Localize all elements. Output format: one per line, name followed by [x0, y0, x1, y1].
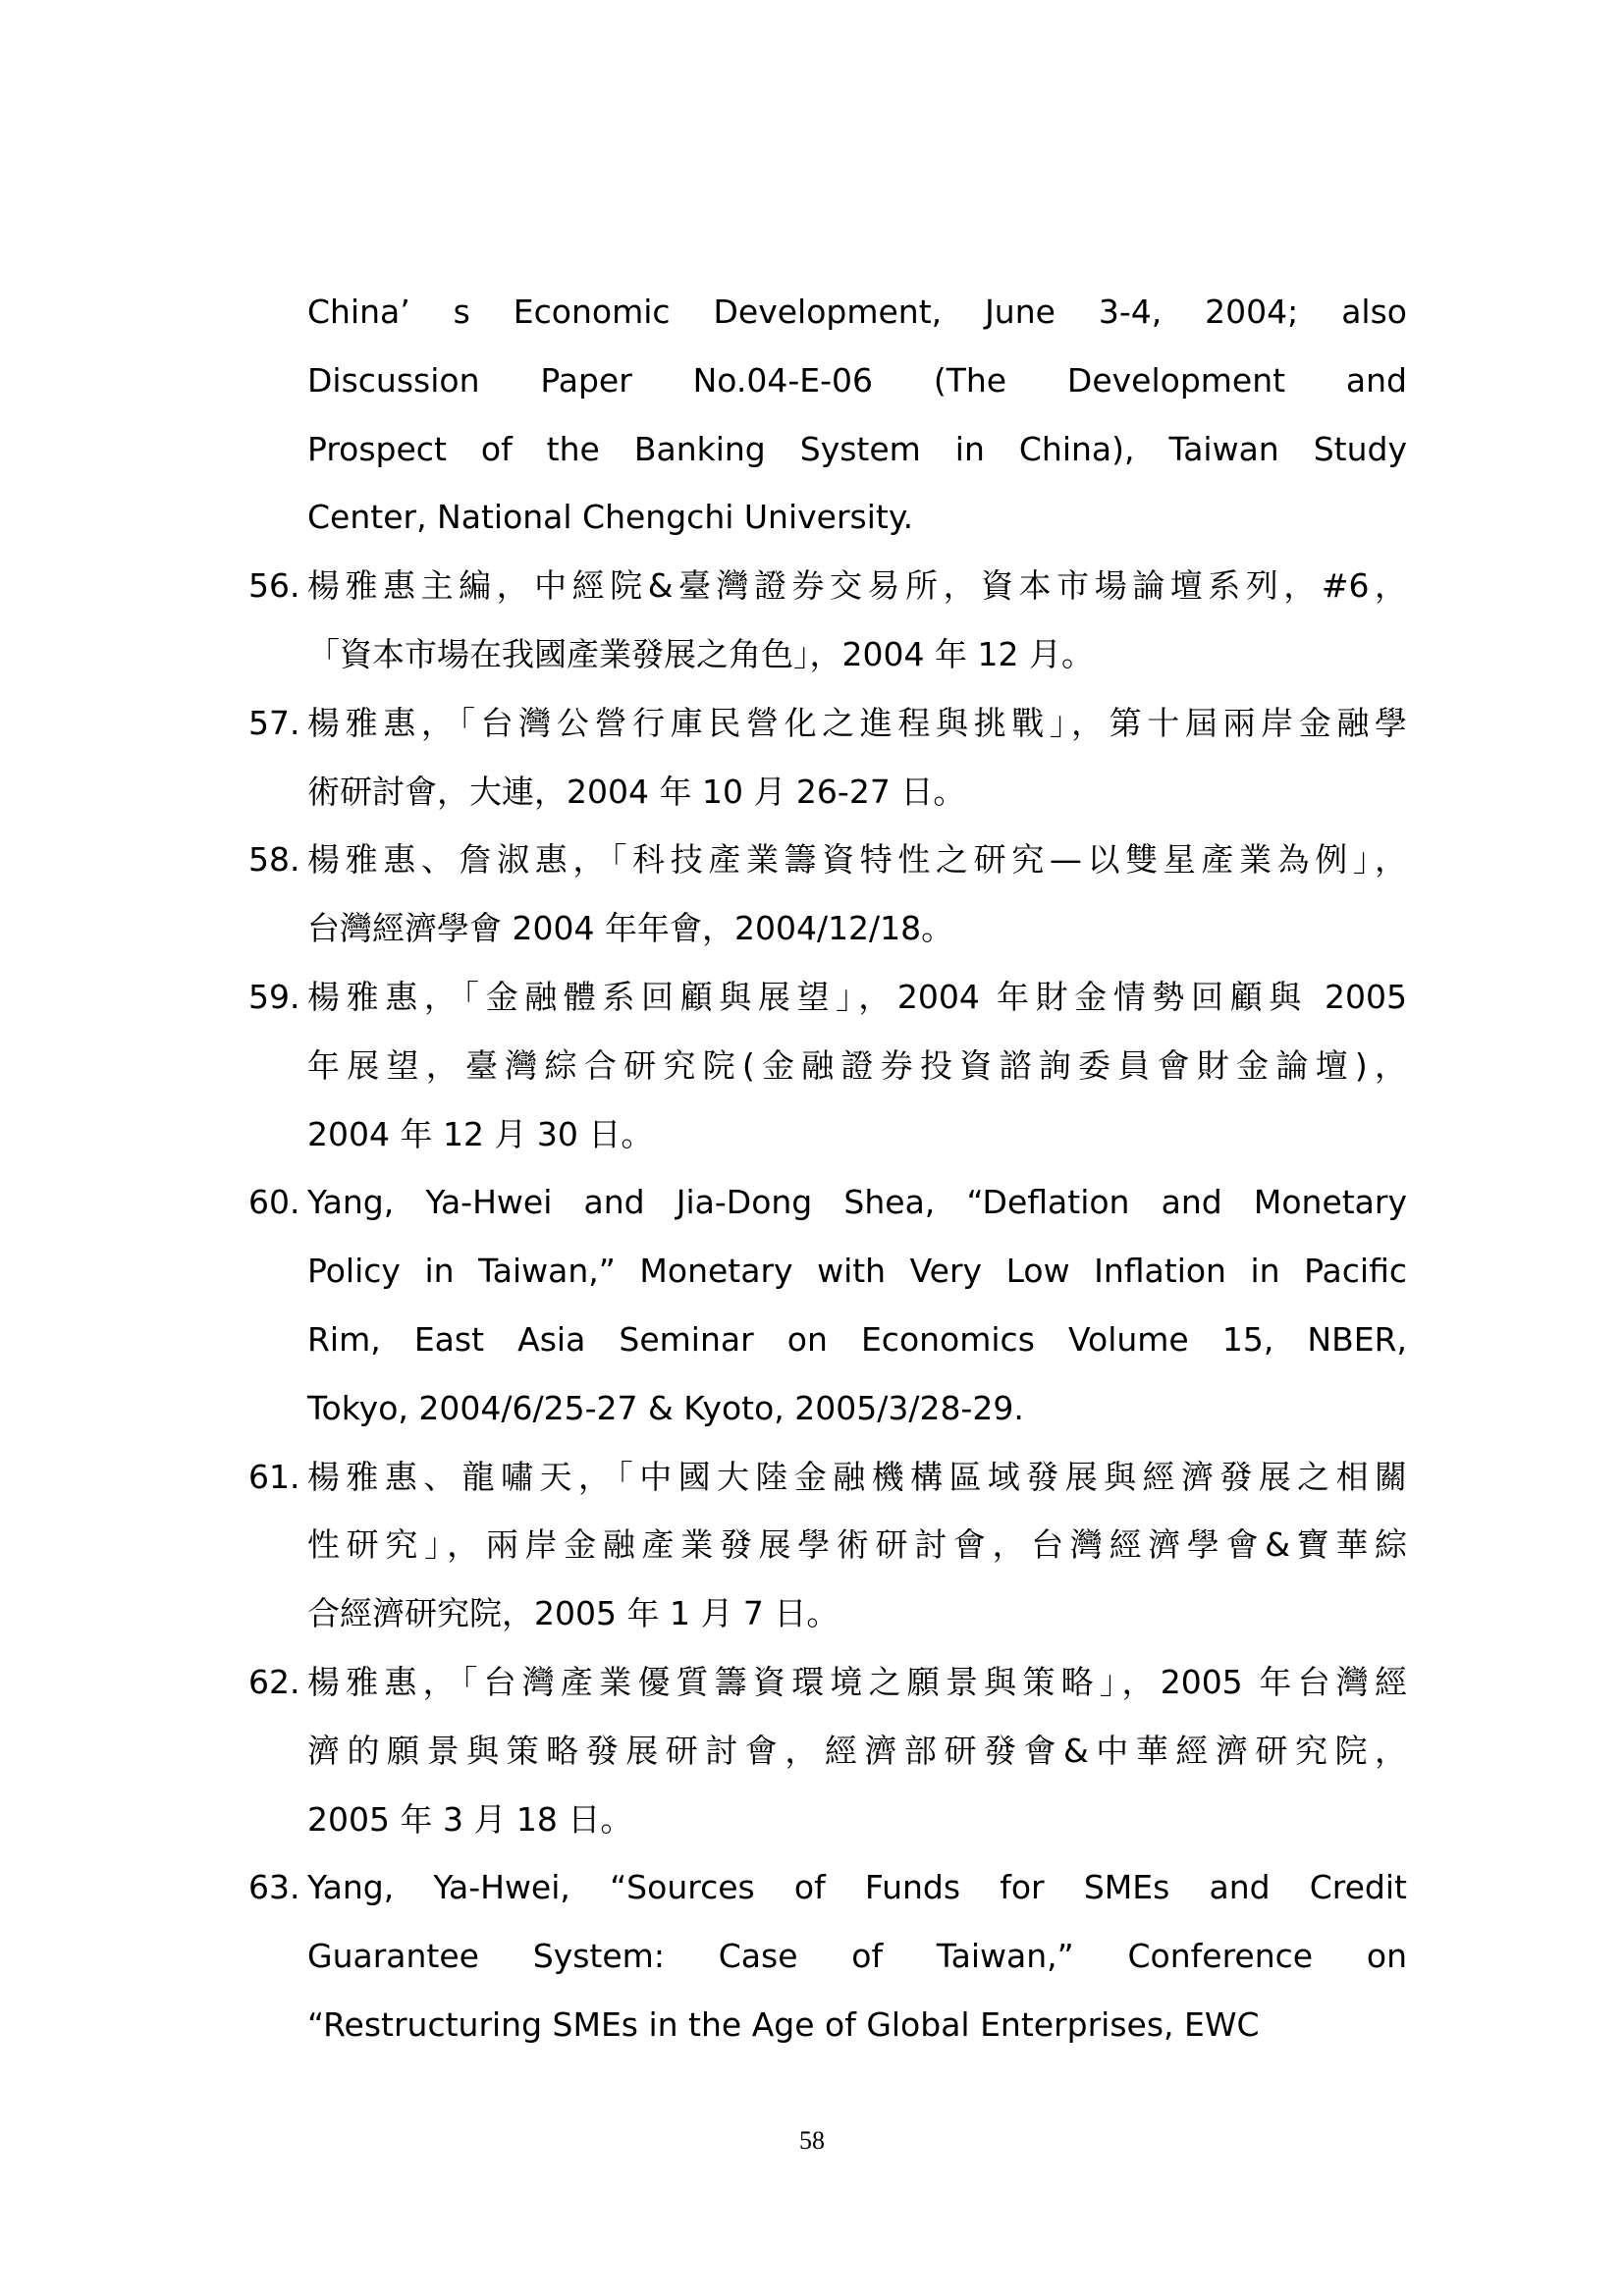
reference-entry: [248, 1168, 1407, 1442]
text-line: 台灣經濟學會 2004 年年會，2004/12/18。: [307, 909, 954, 948]
text-line: Discussion Paper No.04-E-06 (The Development and: [307, 360, 1407, 400]
text-line: 楊雅惠主編，中經院&臺灣證券交易所，資本市場論壇系列，#6，: [307, 566, 1407, 606]
text-line: Prospect of the Banking System in China), Taiwan Study: [307, 429, 1407, 468]
text-line: 2005 年 3 月 18 日。: [307, 1799, 633, 1839]
text-line: 術研討會，大連，2004 年 10 月 26-27 日。: [307, 772, 966, 811]
text-line: Policy in Taiwan,” Monetary with Very Low Inflation in Pacific: [307, 1252, 1407, 1291]
text-line: 2004 年 12 月 30 日。: [307, 1114, 654, 1153]
text-line: 楊雅惠、龍嘯天，「中國大陸金融機構區域發展與經濟發展之相關: [307, 1457, 1407, 1496]
text-line: 楊雅惠，「金融體系回顧與展望」，2004 年財金情勢回顧與 2005: [307, 977, 1407, 1016]
entry-number: 56.: [248, 566, 300, 606]
entry-number: 57.: [248, 703, 300, 742]
text-line: 楊雅惠，「台灣公營行庫民營化之進程與挑戰」，第十屆兩岸金融學: [307, 703, 1407, 742]
reference-list: [248, 278, 1407, 2059]
text-line: 年展望，臺灣綜合研究院(金融證券投資諮詢委員會財金論壇)，: [307, 1045, 1407, 1085]
page-number: 58: [799, 2126, 825, 2155]
text-line: Yang, Ya-Hwei and Jia-Dong Shea, “Deflation and Monetary: [307, 1183, 1407, 1222]
text-line: Guarantee System: Case of Taiwan,” Conference on: [307, 1937, 1407, 1976]
text-line: 合經濟研究院，2005 年 1 月 7 日。: [307, 1594, 839, 1633]
reference-entry: [248, 963, 1407, 1168]
entry-number: 62.: [248, 1662, 300, 1701]
text-line: 「資本市場在我國產業發展之角色」，2004 年 12 月。: [307, 634, 1094, 673]
entry-number: 60.: [248, 1183, 300, 1222]
text-line: 濟的願景與策略發展研討會，經濟部研發會&中華經濟研究院，: [307, 1731, 1407, 1770]
text-line: Center, National Chengchi University.: [307, 498, 914, 537]
entry-number: 59.: [248, 977, 300, 1016]
reference-entry: [248, 1853, 1407, 2058]
entry-number: 63.: [248, 1868, 300, 1907]
reference-entry: [248, 689, 1407, 827]
text-line: China’ s Economic Development, June 3-4, 2004; also: [307, 293, 1407, 331]
text-line: Rim, East Asia Seminar on Economics Volume 15, NBER,: [307, 1319, 1407, 1359]
text-line: 楊雅惠，「台灣產業優質籌資環境之願景與策略」，2005 年台灣經: [307, 1662, 1407, 1701]
text-line: 性研究」，兩岸金融產業發展學術研討會，台灣經濟學會&寶華綜: [307, 1525, 1407, 1565]
reference-entry: [248, 552, 1407, 689]
entry-number: 58.: [248, 840, 300, 880]
text-line: 楊雅惠、詹淑惠，「科技產業籌資特性之研究—以雙星產業為例」，: [307, 840, 1407, 880]
reference-entry: [248, 1443, 1407, 1648]
continuation-entry: [248, 278, 1407, 552]
text-line: Yang, Ya-Hwei, “Sources of Funds for SMEs and Credit: [307, 1868, 1407, 1907]
reference-entry: [248, 826, 1407, 963]
reference-entry: [248, 1648, 1407, 1853]
text-line: Tokyo, 2004/6/25-27 & Kyoto, 2005/3/28-29.: [307, 1388, 1024, 1427]
entry-number: 61.: [248, 1457, 300, 1496]
text-line: “Restructuring SMEs in the Age of Global Enterprises, EWC: [307, 2004, 1260, 2044]
